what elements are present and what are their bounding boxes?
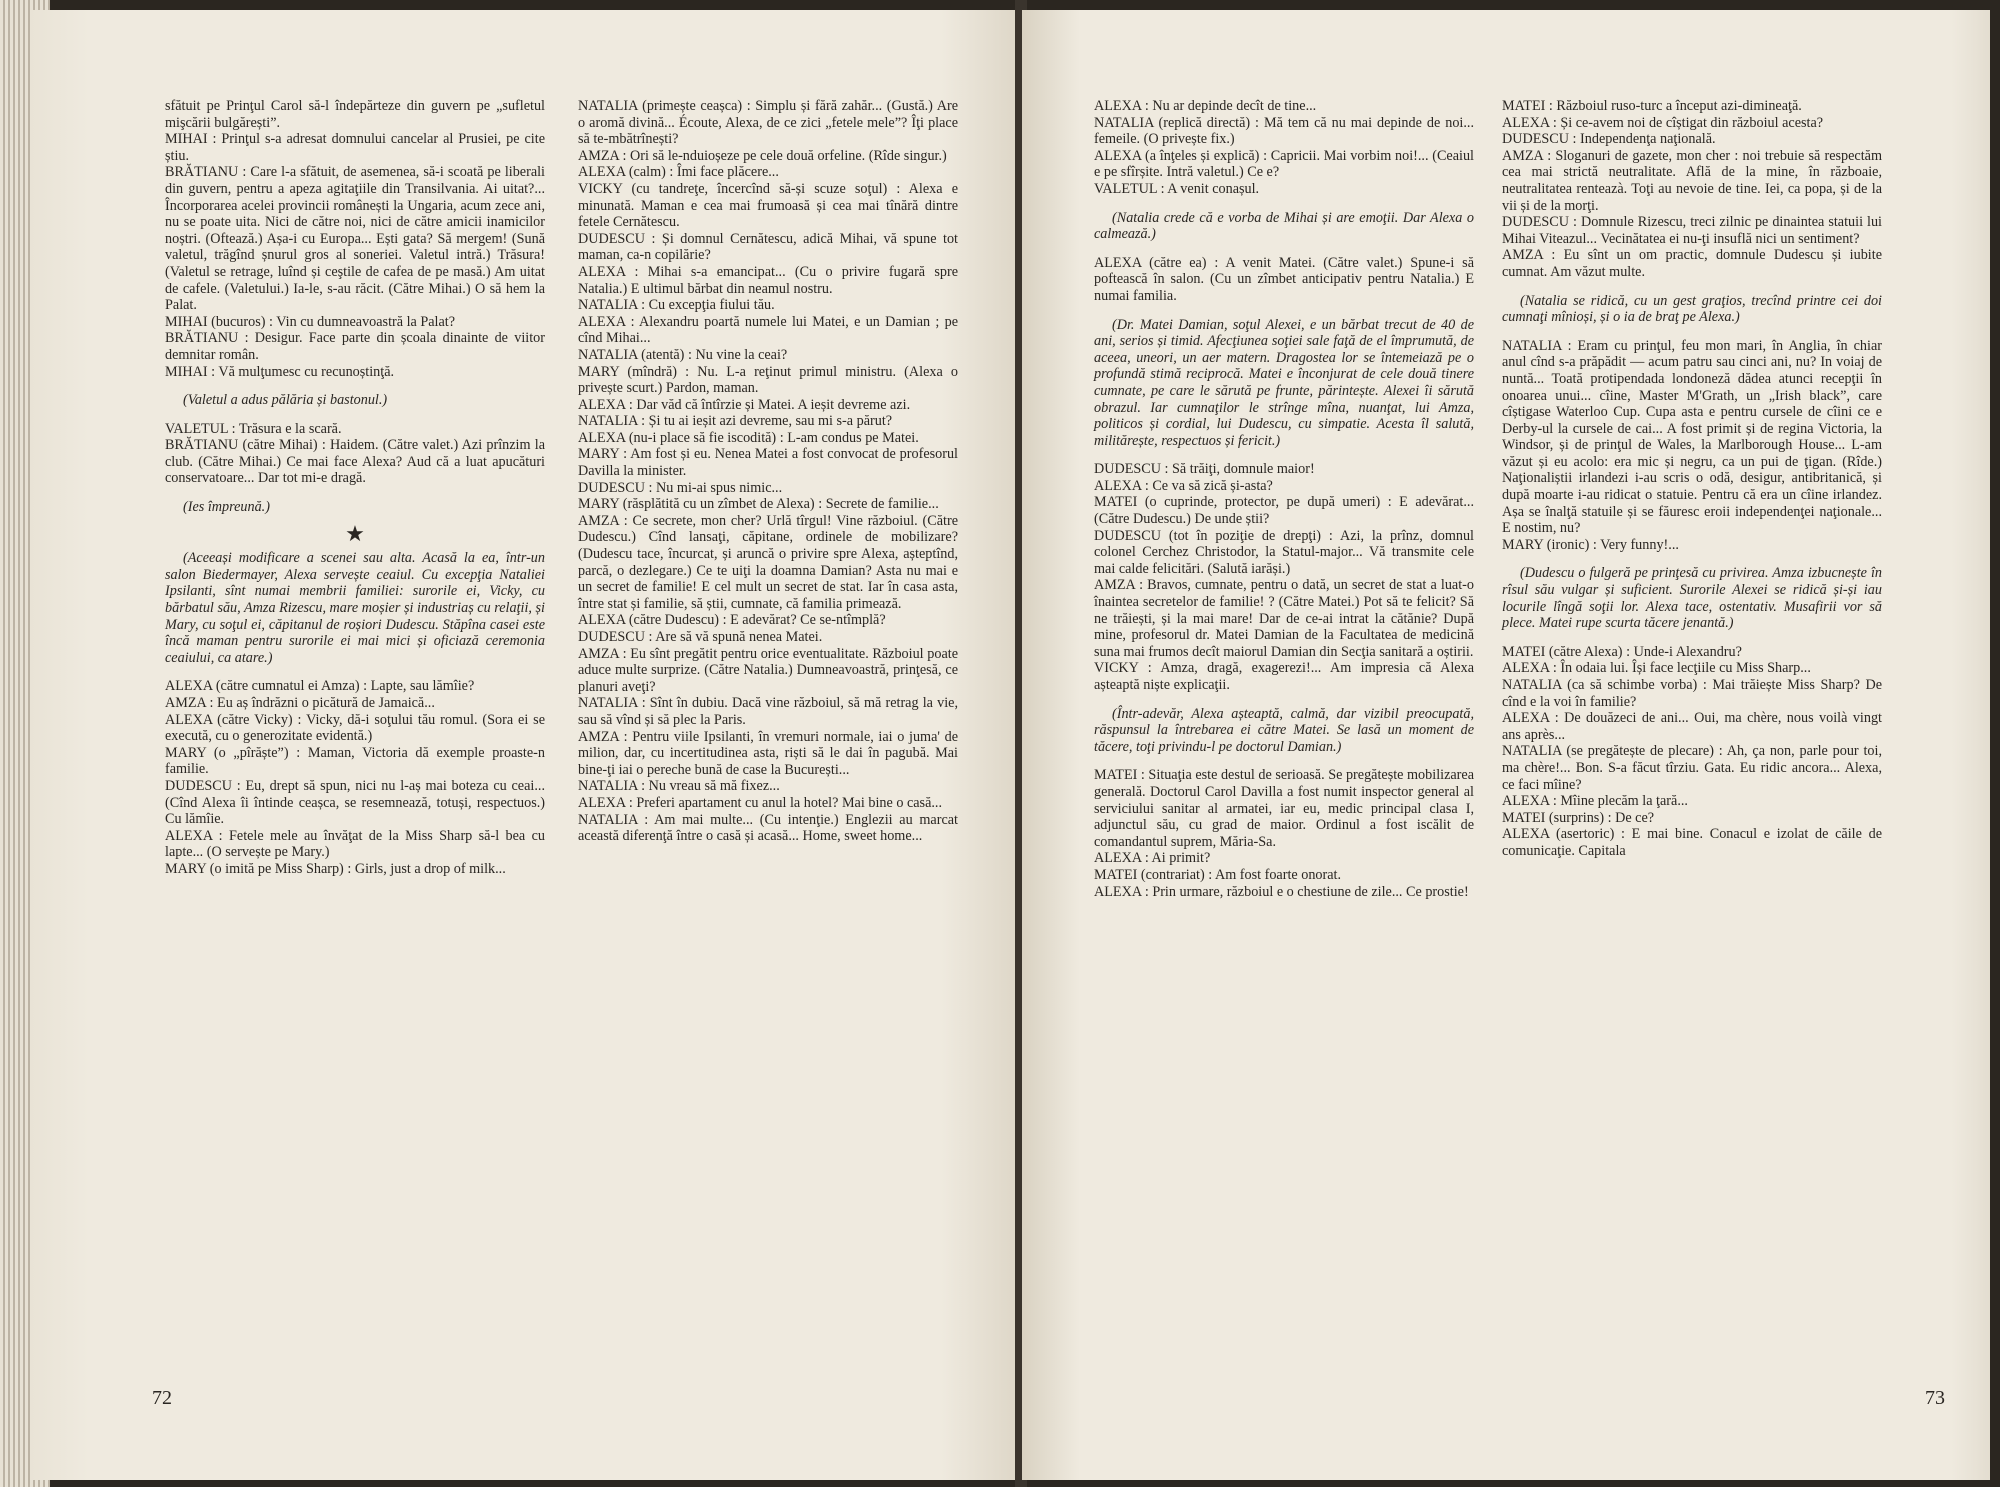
dialogue-line: ALEXA : Și ce-avem noi de cîștigat din războiul acesta? [1502, 114, 1824, 131]
dialogue-line: ALEXA : De douăzeci de ani... Oui, ma chère, nous voilà vingt ans après... [1502, 710, 1882, 743]
dialogue-line: NATALIA (atentă) : Nu vine la ceai? [578, 346, 788, 363]
dialogue-line: DUDESCU : Domnule Rizescu, treci zilnic pe dinaintea statuii lui Mihai Viteazul... Vecinătatea ei nu-ţi insuflă nici un sentiment? [1502, 214, 1882, 247]
dialogue-line: ALEXA : Mîine plecăm la ţară... [1502, 793, 1688, 810]
dialogue-line: MARY : Am fost și eu. Nenea Matei a fost convocat de profesorul Davilla la minister. [578, 446, 958, 480]
dialogue-line: AMZA : Ori să le-nduioșeze pe cele două orfeline. (Rîde singur.) [578, 147, 947, 164]
stage-direction: (Dudescu o fulgeră pe prinţesă cu privirea. Amza izbucnește în rîsul său vulgar și suficient. Surorile Alexei se ridică și-și iau locurile lîngă soţii lor. Alexa tace, ostentativ. Musafirii vor să plece. Matei rupe scurta tăcere jenantă.) [1502, 565, 1882, 632]
dialogue-line: ALEXA (către ea) : A venit Matei. (Către valet.) Spune-i să poftească în salon. (Cu un zîmbet anticipativ pentru Natalia.) E numai familia. [1094, 254, 1474, 304]
dialogue-line: ALEXA : Mihai s-a emancipat... (Cu o privire fugară spre Natalia.) E ultimul bărbat din neamul nostru. [578, 263, 958, 297]
stage-direction: (Ies împreună.) [183, 499, 270, 516]
dialogue-line: sfătuit pe Prinţul Carol să-l îndepărteze din guvern pe „sufletul mişcării bulgărești”. [165, 98, 545, 131]
dialogue-line: ALEXA : Fetele mele au învăţat de la Miss Sharp să-l bea cu lapte... (O servește pe Mary.) [165, 827, 545, 861]
dialogue-line: AMZA : Sloganuri de gazete, mon cher : noi trebuie să respectăm cea mai strictă neutralitate. Află de la mine, în războaie, neutralitatea renteazà. Toţi au nevoie de tine. Iei, ca popa, și de la vii și de la morţi. [1502, 147, 1882, 214]
dialogue-line: VALETUL : A venit conașul. [1094, 180, 1260, 197]
dialogue-line: AMZA : Eu aș îndrăzni o picătură de Jamaică... [165, 695, 435, 711]
dialogue-line: NATALIA : Eram cu prinţul, feu mon mari, în Anglia, în chiar anul cînd s-a prăpădit — acum patru sau cinci ani, nu? In voiaj de nuntă... Toată protipendada londoneză dădea atunci recepţii în onoarea unui... cîine, Master M'Grath, un „Irish black”, care cîștigase Waterloo Cup. Cupa asta e pentru cursele de cîini ce e Derby-ul la cursele de cai... A fost primit și de regina Victoria, la Windsor, și de prinţul de Wales, la Marlborough House... L-am văzut și eu acolo: era mic și negru, ca un pui de ţigan. (Rîde.) Naţionaliștii irlandezi i-au scris o odă, desigur, antibritanică, și după moarte i-au ridicat o statuie. Pentru că era un cîine irlandez. Așa se înalţă statuile și se făuresc eroii independenţei naţionale... E nostim, nu? [1502, 337, 1882, 537]
dialogue-line: MATEI (către Alexa) : Unde-i Alexandru? [1502, 643, 1742, 660]
dialogue-line: BRĂTIANU (către Mihai) : Haidem. (Către valet.) Azi prînzim la club. (Către Mihai.) Ce mai face Alexa? Aud că a luat apucături conservatoare... Dar tot mi-e dragă. [165, 437, 545, 487]
dialogue-line: NATALIA : Și tu ai ieșit azi devreme, sau mi s-a părut? [578, 413, 893, 430]
dialogue-line: DUDESCU (tot în poziţie de drepţi) : Azi, la prînz, domnul colonel Cerchez Christodor, la Statul-major... Vă transmite cele mai calde felicitări. (Salută iarăși.) [1094, 527, 1474, 577]
scene-separator-star: ★ [345, 520, 365, 546]
dialogue-line: ALEXA : Nu ar depinde decît de tine... [1094, 98, 1317, 114]
right-page [1022, 10, 1990, 1480]
dialogue-line: MARY (o „pîrăște”) : Maman, Victoria dă exemple proaste-n familie. [165, 744, 545, 778]
dialogue-line: NATALIA : Sînt în dubiu. Dacă vine războiul, să mă retrag la vie, sau să vînd și să plec la Paris. [578, 695, 958, 728]
dialogue-line: NATALIA (ca să schimbe vorba) : Mai trăiește Miss Sharp? De cînd e la voi în familie? [1502, 677, 1882, 710]
dialogue-line: DUDESCU : Să trăiţi, domnule maior! [1094, 461, 1315, 478]
stage-direction: (Natalia se ridică, cu un gest graţios, trecînd printre cei doi cumnaţi mînioși, și o ia de braţ pe Alexa.) [1502, 292, 1882, 326]
dialogue-line: NATALIA (replică directă) : Mă tem că nu mai depinde de noi... femeile. (O privește fix.) [1094, 114, 1474, 148]
dialogue-line: ALEXA : În odaia lui. Își face lecţiile cu Miss Sharp... [1502, 660, 1811, 677]
dialogue-line: DUDESCU : Și domnul Cernătescu, adică Mihai, vă spune tot maman, ca-n copilărie? [578, 230, 958, 264]
dialogue-line: NATALIA : Nu vreau să mă fixez... [578, 778, 780, 795]
dialogue-line: MARY (mîndră) : Nu. L-a reţinut primul ministru. (Alexa o privește scurt.) Pardon, maman. [578, 363, 958, 397]
right-column-1 [1094, 98, 1474, 900]
dialogue-line: VICKY : Amza, dragă, exagerezi!... Am impresia că Alexa așteaptă niște explicaţii. [1094, 660, 1474, 693]
dialogue-line: ALEXA (către cumnatul ei Amza) : Lapte, sau lămîie? [165, 678, 475, 695]
dialogue-line: MATEI (surprins) : De ce? [1502, 809, 1655, 826]
dialogue-line: AMZA : Pentru viile Ipsilanti, în vremuri normale, iai o juma' de milion, dar, cu incertitudinea asta, riști să le dai în pagubă. Mai bine-ţi iai o pereche bună de case la București... [578, 728, 958, 778]
dialogue-line: MIHAI : Prinţul s-a adresat domnului cancelar al Prusiei, pe cite știu. [165, 131, 545, 164]
dialogue-line: ALEXA (a înţeles și explică) : Capricii. Mai vorbim noi!... (Ceaiul e pe sfîrșite. Intră valetul.) Ce e? [1094, 147, 1474, 181]
left-column-1 [165, 98, 545, 878]
stage-direction: (Natalia crede că e vorba de Mihai și are emoţii. Dar Alexa o calmează.) [1094, 209, 1474, 243]
dialogue-line: BRĂTIANU : Care l-a sfătuit, de asemenea, să-i scoată pe liberali din guvern, pentru a apeza agitaţiile din Transilvania. Ai uitat?... Încorporarea acelei provincii românești la Ungaria, acum zece ani, nu se poate uita. Nici de către noi, nici de către amicii inamicilor noștri. (Oftează.) Așa-i cu Europa... Ești gata? Să mergem! (Sună valetul, trăgînd șnurul gros al soneriei. Valetul intră.) Trăsura! (Valetul se retrage, luînd și ceştile de cafea de pe masă.) Am uitat de cafele. (Valetului.) Ia-le, s-au răcit. (Către Mihai.) O să hem la Palat. [165, 164, 545, 314]
stage-direction: (Într-adevăr, Alexa așteaptă, calmă, dar vizibil preocupată, răspunsul la întrebarea ei către Matei. Se lasă un moment de tăcere, toţi privindu-l pe doctorul Damian.) [1094, 705, 1474, 755]
dialogue-line: MARY (ironic) : Very funny!... [1502, 536, 1679, 553]
left-column-2 [578, 98, 958, 845]
dialogue-line: ALEXA : Dar văd că întîrzie și Matei. A ieșit devreme azi. [578, 396, 911, 413]
stage-direction: (Valetul a adus pălăria și bastonul.) [183, 392, 388, 409]
dialogue-line: ALEXA (calm) : Îmi face plăcere... [578, 164, 779, 181]
dialogue-line: AMZA : Bravos, cumnate, pentru o dată, un secret de stat a luat-o înaintea secretelor de familie! ? (Către Matei.) Pot să te felicit? Să ne trăiești, și la mai mare! Dar de ce-ai intrat la cătănie? După mine, profesorul dr. Matei Damian de la Facultatea de medicină suna mai frumos decît maiorul Damian din Secţia sanitară a oștirii. [1094, 577, 1474, 660]
stage-direction: (Aceeași modificare a scenei sau alta. Acasă la ea, într-un salon Biedermayer, Alexa servește ceaiul. Cu excepţia Nataliei Ipsilanti, sînt numai membrii familiei: surorile ei, Vicky, cu bărbatul său, Amza Rizescu, mare moșier și industriaș cu relaţii, și Mary, cu soţul ei, căpitanul de roșiori Dudescu. Stăpîna casei este încă maman pentru surorile ei mai mici și oficiază ceremonia ceaiului, ca atare.) [165, 550, 545, 666]
page-number-right: 73 [1925, 1387, 1945, 1409]
dialogue-line: MATEI : Situaţia este destul de serioasă. Se pregătește mobilizarea generală. Doctorul Carol Davilla a fost numit inspector general al serviciului sanitar al armatei, iar eu, medic principal clasa I, adjunctul său, cu grad de maior. Ordinul a fost iscălit de comandantul suprem, Măria-Sa. [1094, 767, 1474, 850]
dialogue-line: AMZA : Eu sînt pregătit pentru orice eventualitate. Războiul poate aduce multe surprize. (Către Natalia.) Dumneavoastră, prinţesă, ce planuri aveţi? [578, 645, 958, 695]
dialogue-line: ALEXA : Alexandru poartă numele lui Matei, e un Damian ; pe cînd Mihai... [578, 313, 958, 347]
dialogue-line: DUDESCU : Independenţa naţională. [1502, 131, 1716, 148]
dialogue-line: DUDESCU : Are să vă spună nenea Matei. [578, 629, 823, 645]
dialogue-line: MARY (o imită pe Miss Sharp) : Girls, just a drop of milk... [165, 860, 506, 877]
dialogue-line: MATEI (contrariat) : Am fost foarte onorat. [1094, 866, 1342, 883]
dialogue-line: BRĂTIANU : Desigur. Face parte din școala dinainte de viitor demnitar român. [165, 330, 545, 363]
stage-direction: (Dr. Matei Damian, soţul Alexei, e un bărbat trecut de 40 de ani, serios și timid. Afecţiunea soţiei sale faţă de el împrumută, de aceea, uneori, un aer matern. Dragostea lor se întemeiază pe o profundă stimă reciprocă. Matei e înconjurat de cele două tinere cumnate, pe care le sărută pe frunte, părintește. Alexei îi sărută obrazul. Iar cumnaţilor le strînge mîna, nuanţat, lui Amza, politicos și cordial, lui Dudescu, cu simpatie. Acesta îl salută, militărește, respectuos și fericit.) [1094, 316, 1474, 449]
dialogue-line: DUDESCU : Nu mi-ai spus nimic... [578, 479, 783, 496]
dialogue-line: ALEXA (nu-i place să fie iscodită) : L-am condus pe Matei. [578, 429, 919, 446]
dialogue-line: MATEI : Războiul ruso-turc a început azi-dimineaţă. [1502, 98, 1802, 114]
left-col1-block-a [165, 98, 545, 380]
dialogue-line: VICKY (cu tandreţe, încercînd să-și scuze soţul) : Alexa e minunată. Maman e cea mai frumoasă și cea mai tînără dintre fetele Cernătescu. [578, 180, 958, 231]
dialogue-line: AMZA : Ce secrete, mon cher? Urlă tîrgul! Vine războiul. (Către Dudescu.) Cînd lansaţi, căpitane, ordinele de mobilizare? (Dudescu tace, încurcat, și aruncă o privire spre Alexa, așteptînd, parcă, o dezlegare.) Ce te uiţi la doamna Damian? Asta nu mai e un secret de familie! E cel mult un secret de stat. Iar în casa asta, între stat și familie, să știi, cumnate, că familia primează. [578, 512, 958, 612]
dialogue-line: ALEXA (către Dudescu) : E adevărat? Ce se-ntîmplă? [578, 612, 886, 629]
dialogue-line: MIHAI (bucuros) : Vin cu dumneavoastră la Palat? [165, 313, 456, 330]
dialogue-line: ALEXA : Ai primit? [1094, 850, 1211, 867]
right-column-2 [1502, 98, 1882, 860]
dialogue-line: ALEXA : Prin urmare, războiul e o chestiune de zile... Ce prostie! [1094, 883, 1469, 900]
dialogue-line: AMZA : Eu sînt un om practic, domnule Dudescu și iubite cumnat. Am văzut multe. [1502, 247, 1882, 280]
dialogue-line: ALEXA (asertoric) : E mai bine. Conacul e izolat de căile de comunicaţie. Capitala [1502, 826, 1882, 859]
dialogue-line: NATALIA : Am mai multe... (Cu intenţie.) Englezii au marcat această diferenţă între o casă și acasă... Home, sweet home... [578, 811, 958, 845]
dialogue-line: MIHAI : Vă mulţumesc cu recunoștinţă. [165, 363, 395, 380]
dialogue-line: ALEXA (către Vicky) : Vicky, dă-i soţului tău romul. (Sora ei se execută, cu o generozitate evidentă.) [165, 711, 545, 745]
dialogue-line: ALEXA : Preferi apartament cu anul la hotel? Mai bine o casă... [578, 794, 943, 811]
page-number-left: 72 [152, 1387, 172, 1409]
dialogue-line: MATEI (o cuprinde, protector, pe după umeri) : E adevărat... (Către Dudescu.) De unde știi? [1094, 494, 1474, 528]
dialogue-line: VALETUL : Trăsura e la scară. [165, 420, 342, 437]
dialogue-line: DUDESCU : Eu, drept să spun, nici nu l-aș mai boteza cu ceai... (Cînd Alexa îi întinde ceașca, se resemnează, totuși, respectuos.) Cu lămîie. [165, 777, 545, 828]
dialogue-line: NATALIA : Cu excepţia fiului tău. [578, 297, 775, 314]
dialogue-line: NATALIA (primește ceașca) : Simplu și fără zahăr... (Gustă.) Are o aromă divină... Écoute, Alexa, de ce zici „fetele mele”? Îţi place să te-mbătrînești? [578, 98, 958, 148]
left-page [30, 10, 1020, 1480]
dialogue-line: MARY (răsplătită cu un zîmbet de Alexa) : Secrete de familie... [578, 496, 939, 513]
dialogue-line: ALEXA : Ce va să zică și-asta? [1094, 477, 1273, 494]
dialogue-line: NATALIA (se pregătește de plecare) : Ah, ça non, parle pour toi, ma chère!... Bon. S-a făcut tîrziu. Gata. Eu ridic ancora... Alexa, ce faci mîine? [1502, 743, 1882, 793]
